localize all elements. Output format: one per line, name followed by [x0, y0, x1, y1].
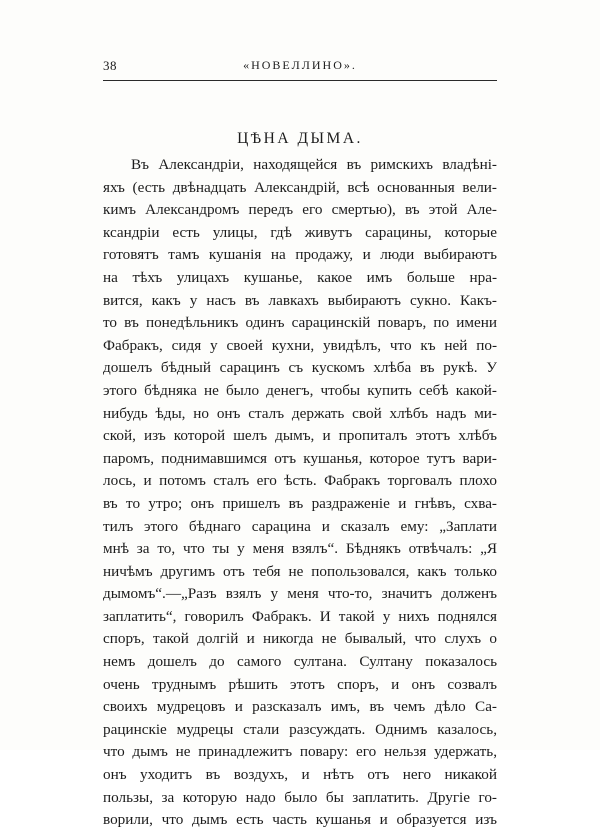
text-line: нибудь ѣды, но онъ сталъ держать свой хлѣбъ надъ ми- [103, 404, 497, 422]
text-line: онъ уходитъ въ воздухъ, и нѣтъ отъ него никакой [103, 766, 497, 784]
text-line: яхъ (есть двѣнадцать Александрій, всѣ основанныя вели- [103, 178, 497, 196]
text-line: рацинскіе мудрецы стали разсуждать. Однимъ казалось, [103, 720, 497, 738]
text-line: лось, и потомъ сталъ его ѣсть. Фабракъ торговалъ плохо [103, 472, 497, 490]
page-header [103, 58, 497, 76]
text-line: своихъ мудрецовъ и разсказалъ имъ, въ чемъ дѣло Са- [103, 698, 497, 716]
story-body [103, 154, 497, 832]
text-line: тилъ этого бѣднаго сарацина и сказалъ ему: „Заплати [103, 517, 497, 535]
text-line: ской, изъ которой шелъ дымъ, и пропиталъ этотъ хлѣбъ [103, 427, 497, 445]
text-line: на тѣхъ улицахъ кушанье, какое имъ больше нра- [103, 268, 497, 286]
text-line: Въ Александріи, находящейся въ римскихъ владѣні- [131, 156, 497, 173]
text-line: заплатить“, говорилъ Фабракъ. И такой у нихъ поднялся [103, 607, 497, 625]
text-line: ворили, что дымъ есть часть кушанья и образуется изъ [103, 811, 497, 829]
text-line: то въ понедѣльникъ одинъ сарацинскій поваръ, по имени [103, 314, 497, 332]
page-number: 38 [103, 58, 117, 73]
text-line: паромъ, поднимавшимся отъ кушанья, которое тутъ вари- [103, 449, 497, 467]
running-title: «НОВЕЛЛИНО». [243, 58, 357, 72]
story-title: ЦѢНА ДЫМА. [237, 130, 363, 147]
text-line: дымомъ“.—„Разъ взялъ у меня что-то, значитъ долженъ [103, 585, 497, 603]
text-line: готовятъ тамъ кушанія на продажу, и люди выбираютъ [103, 246, 497, 264]
text-line: ксандріи есть улицы, гдѣ живутъ сарацины, которые [103, 223, 497, 241]
text-line: ничѣмъ другимъ отъ тебя не попользовался, какъ только [103, 562, 497, 580]
text-line: что дымъ не принадлежитъ повару: его нельзя удержать, [103, 743, 497, 761]
text-line: споръ, такой долгій и никогда не бывалый, что слухъ о [103, 630, 497, 648]
text-line: пользы, за которую надо было бы заплатить. Другіе го- [103, 788, 497, 806]
text-line: вится, какъ у насъ въ лавкахъ выбираютъ сукно. Какъ- [103, 291, 497, 309]
header-rule [103, 80, 497, 81]
text-line: Фабракъ, сидя у своей кухни, увидѣлъ, что къ ней по- [103, 336, 497, 354]
text-line: дошелъ бѣдный сарацинъ съ кускомъ хлѣба въ рукѣ. У [103, 359, 497, 377]
text-line: этого бѣдняка не было денегъ, чтобы купить себѣ какой- [103, 381, 497, 399]
text-line: немъ дошелъ до самого султана. Султану показалось [103, 653, 497, 671]
text-line: кимъ Александромъ передъ его смертью), въ этой Але- [103, 201, 497, 219]
text-line: въ то утро; онъ пришелъ въ раздраженіе и гнѣвъ, схва- [103, 494, 497, 512]
text-line: мнѣ за то, что ты у меня взялъ“. Бѣднякъ отвѣчалъ: „Я [103, 540, 497, 558]
text-line: очень труднымъ рѣшить этотъ споръ, и онъ созвалъ [103, 675, 497, 693]
